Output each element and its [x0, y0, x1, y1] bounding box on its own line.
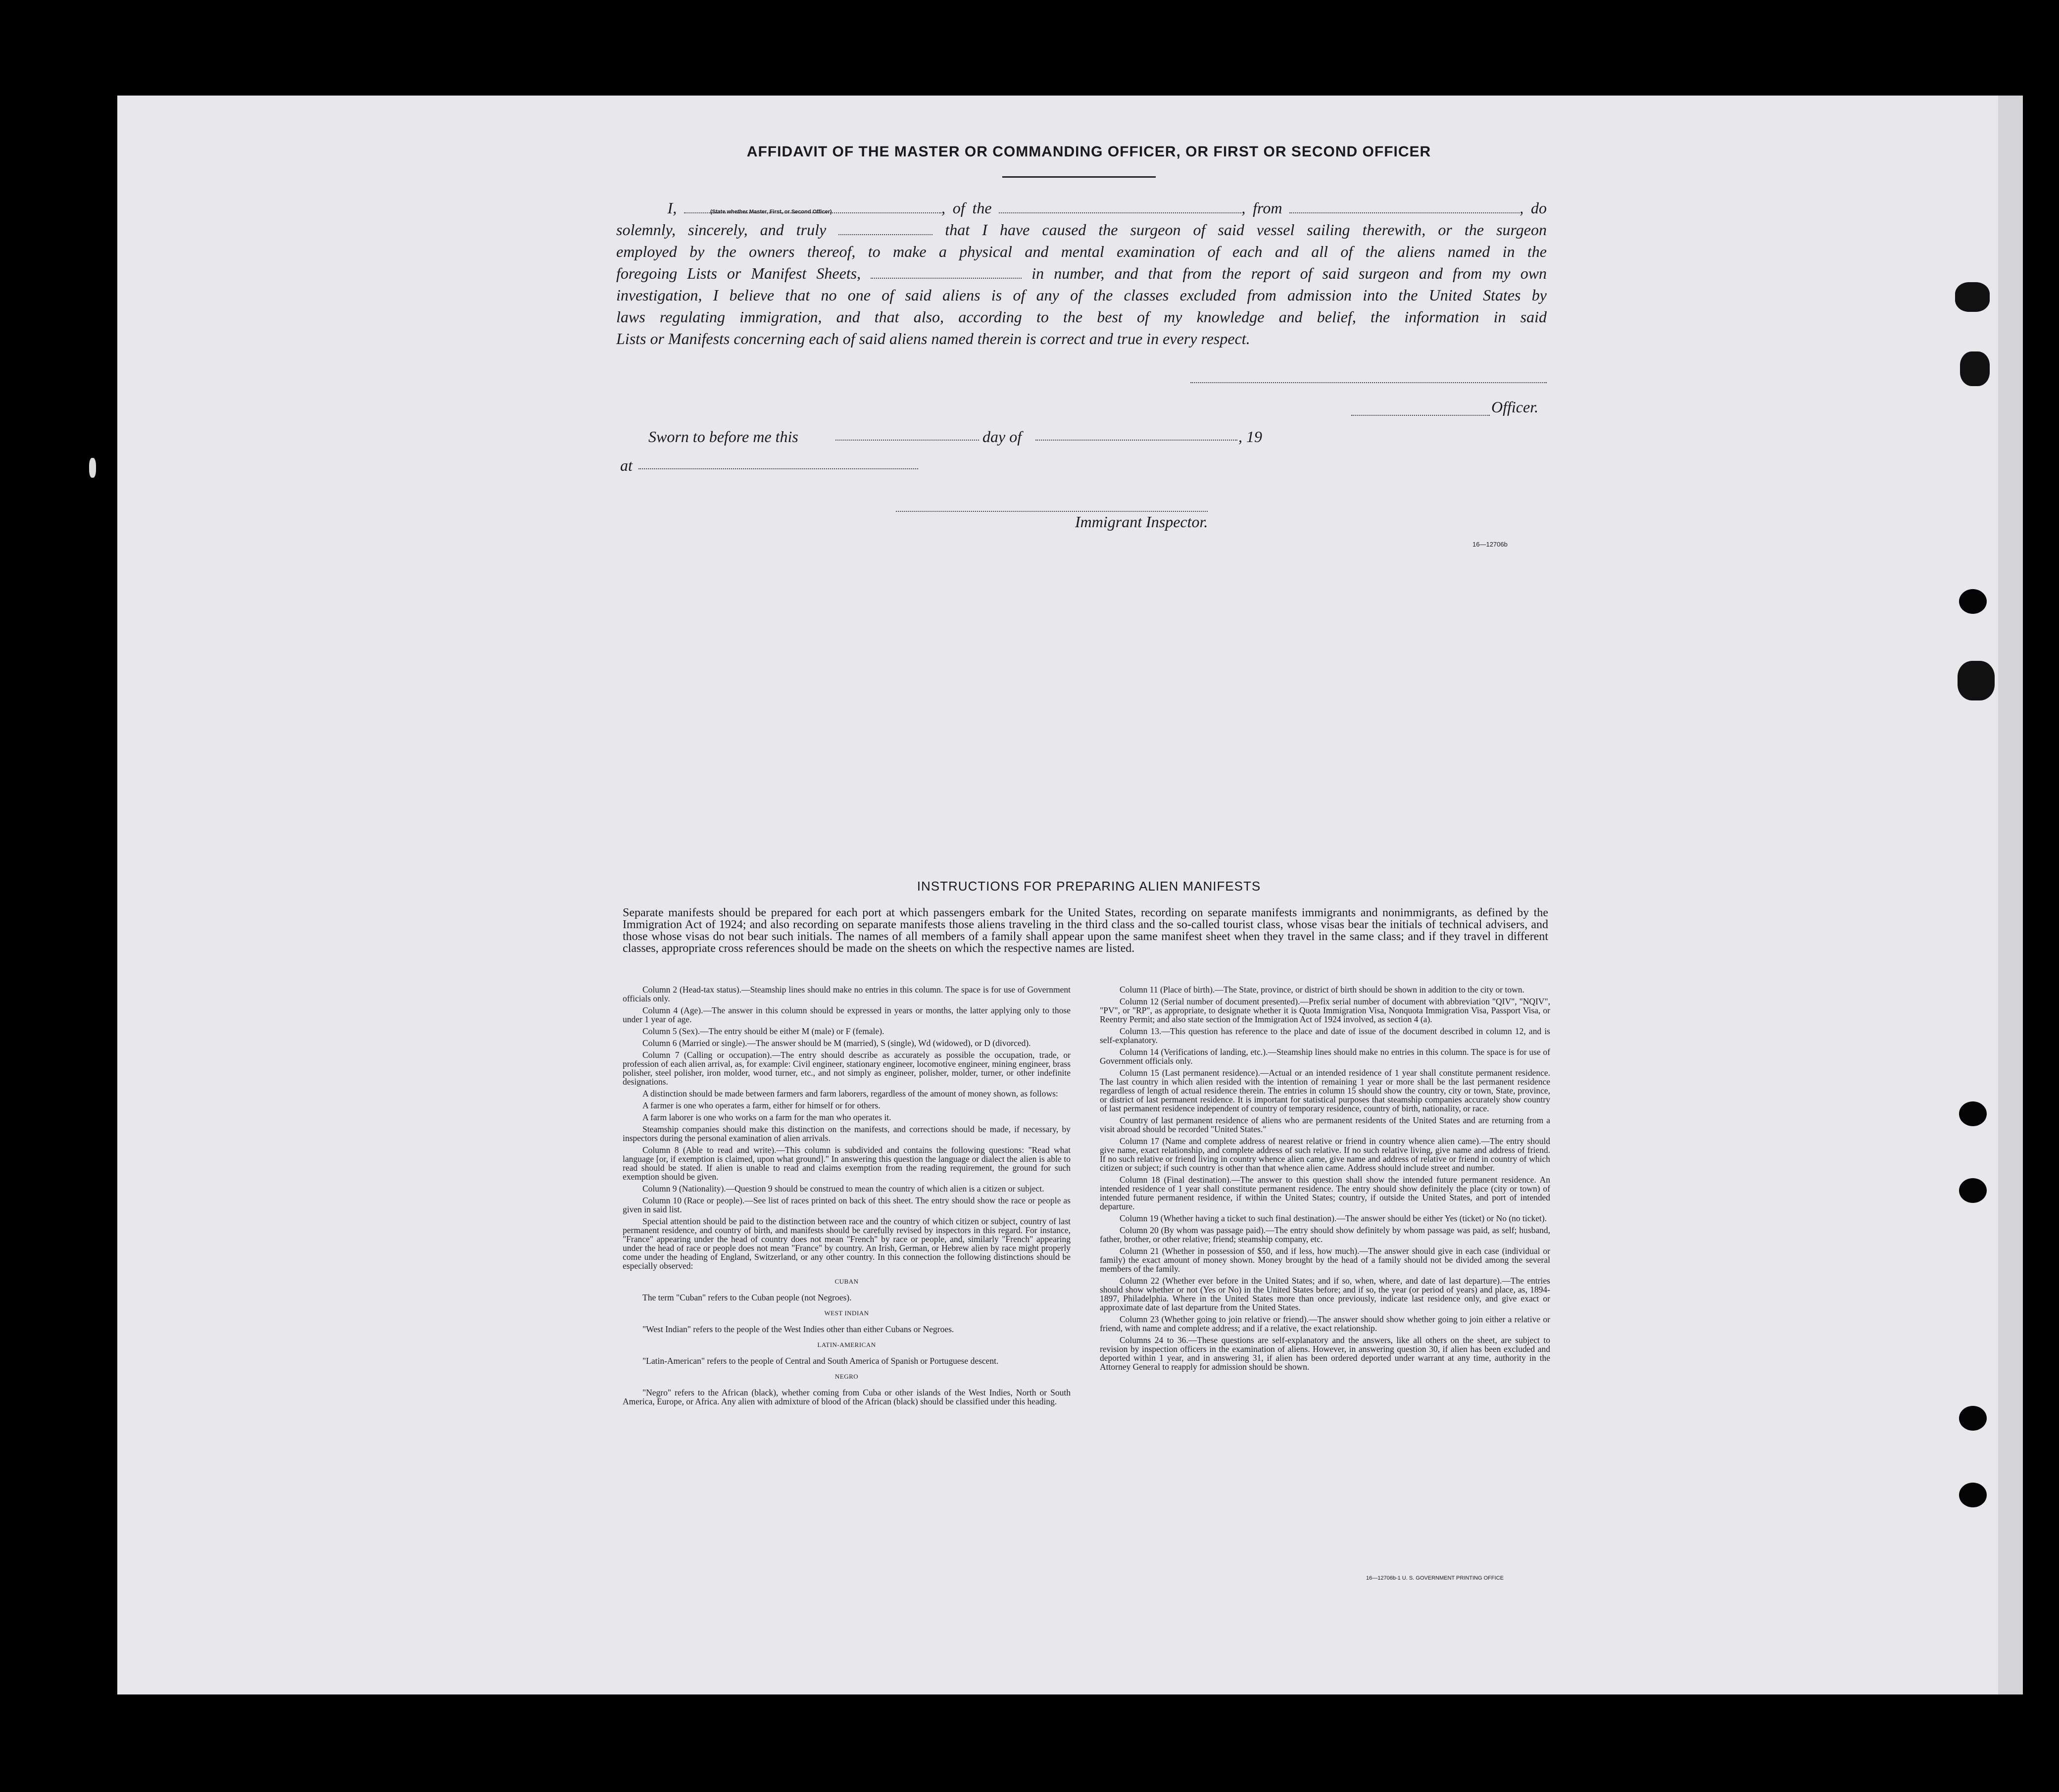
instructions-title: INSTRUCTIONS FOR PREPARING ALIEN MANIFESTS — [917, 879, 1261, 894]
binder-hole — [1959, 1101, 1987, 1126]
affidavit-line-1 — [616, 197, 1547, 219]
instruction-paragraph: Column 14 (Verifications of landing, etc.).—Steamship lines should make no entries in this column. The space is for use of Government officials only. — [1100, 1047, 1550, 1066]
officer-rank-hint: (State whether Master, First, or Second Officer) — [710, 209, 832, 215]
instruction-paragraph: A distinction should be made between farmers and farm laborers, regardless of the amount of money shown, as follows: — [642, 1089, 1058, 1098]
affidavit-line-4 — [616, 262, 1547, 284]
instruction-paragraph: Column 10 (Race or people).—See list of races printed on back of this sheet. The entry should show the race or people as given in said list. — [623, 1195, 1071, 1214]
printer-footer: 16—12706b-1 U. S. GOVERNMENT PRINTING OFFICE — [1366, 1575, 1504, 1581]
oath-field[interactable] — [838, 225, 932, 235]
instruction-paragraph: Column 9 (Nationality).—Question 9 should be construed to mean the country of which alien is a citizen or subject. — [642, 1184, 1044, 1194]
instructions-column-left — [623, 985, 1071, 1409]
instruction-paragraph: Column 15 (Last permanent residence).—Actual or an intended residence of 1 year shall constitute permanent residence. The last country in which alien resided with the intention of remaining 1 year or more shall be the last permanent residence regardless of length of actual residence therein. The entries in column 15 should show the country, city or town, State, province, or district of last permanent residence. It is important for statistical purposes that steamship companies accurately show country of last permanent residence independent of country of temporary residence, country of birth, nationality, or race. — [1100, 1068, 1550, 1113]
race-heading: CUBAN — [834, 1278, 859, 1285]
torn-edge — [1960, 351, 1990, 386]
title-rule — [1002, 176, 1156, 178]
affidavit-text: foregoing Lists or Manifest Sheets, — [616, 264, 861, 282]
instruction-paragraph: Steamship companies should make this distinction on the manifests, and corrections should be made, if necessary, by inspectors during the personal examination of alien arrivals. — [623, 1124, 1071, 1143]
scan-mark — [89, 458, 96, 478]
instructions-column-right — [1100, 985, 1550, 1374]
instruction-paragraph: Special attention should be paid to the distinction between race and the country of which citizen or subject, country of last permanent residence, and country of birth, and manifests should be carefully revised by inspectors in this regard. For instance, "France" appearing under the head of country does not mean "French" by race or people, and, similarly "French" appearing under the head of race or people does not mean "France" by country. An Irish, German, or Hebrew alien by race might properly come under the heading of England, Switzerland, or any other country. In this connection the following distinctions should be especially observed: — [623, 1216, 1071, 1271]
affidavit-text: , from — [1241, 199, 1282, 217]
inspector-signature-line[interactable] — [896, 511, 1208, 512]
instruction-paragraph: A farm laborer is one who works on a farm for the man who operates it. — [642, 1112, 891, 1122]
affidavit-line-3: employed by the owners thereof, to make a physical and mental examination of each and all of the aliens named in the — [616, 243, 1547, 260]
race-definition: "West Indian" refers to the people of the West Indies other than either Cubans or Negroes. — [642, 1324, 954, 1334]
race-heading: WEST INDIAN — [824, 1309, 869, 1317]
instruction-paragraph: Column 8 (Able to read and write).—This column is subdivided and contains the following questions: "Read what language [or, if exemption is claimed, upon what ground]." In answering this question the language or dialect the alien is able to read should be stated. If alien is unable to read and claims exemption from the reading requirement, the ground for such exemption should be given. — [623, 1145, 1071, 1182]
instruction-paragraph: Country of last permanent residence of aliens who are permanent residents of the United States and are returning from a visit abroad should be recorded "United States." — [1100, 1115, 1550, 1134]
instruction-paragraph: Column 22 (Whether ever before in the United States; and if so, when, where, and date of last departure).—The entries should show whether or not (Yes or No) in the United States before; and if so, the year (or period of years) and place, as, 1894-1897, Philadelphia. Where in the United States more than once previously, indicate last residence only, and give exact or approximate date of last departure from the United States. — [1100, 1276, 1550, 1312]
instruction-paragraph: Column 6 (Married or single).—The answer should be M (married), S (single), Wd (widowed), or D (divorced). — [642, 1038, 1031, 1048]
day-of-label: day of — [982, 428, 1022, 446]
instruction-paragraph: Column 5 (Sex).—The entry should be either M (male) or F (female). — [642, 1026, 884, 1036]
binder-hole — [1959, 1178, 1987, 1203]
sworn-place-field[interactable] — [638, 468, 918, 469]
port-field[interactable] — [1289, 203, 1520, 213]
inspector-label: Immigrant Inspector. — [1075, 513, 1208, 531]
vessel-name-field[interactable] — [999, 203, 1241, 213]
instruction-paragraph: Column 18 (Final destination).—The answer to this question shall show the intended future permanent residence. An intended residence of 1 year shall constitute permanent residence. The entry should show definitely the place (city or town) of intended future permanent residence, if within the United States; country, if outside the United States, and port of intended departure. — [1100, 1175, 1550, 1211]
at-label: at — [620, 456, 633, 474]
instruction-paragraph: Column 13.—This question has reference to the place and date of issue of the document described in column 12, and is self-explanatory. — [1100, 1026, 1550, 1045]
instruction-paragraph: Column 23 (Whether going to join relative or friend).—The answer should show whether going to join either a relative or friend, with name and complete address; and if a relative, the exact relationship. — [1100, 1314, 1550, 1333]
binder-hole — [1959, 589, 1987, 614]
affidavit-text: I, — [667, 199, 677, 217]
instructions-intro: Separate manifests should be prepared for each port at which passengers embark for the United States, recording on separate manifests immigrants and nonimmigrants, as defined by the Immigration Act of 1924; and also recording on separate manifests those aliens traveling in the third class and the so-called tourist class, whose visas bear the initials of technical advisers, and those whose visas do not bear such initials. The names of all members of a family shall appear upon the same manifest sheet when they travel in the same class; and if they travel in different classes, appropriate cross references should be made on the sheets on which the respective names are listed. — [623, 906, 1548, 955]
sworn-day-field[interactable] — [835, 440, 979, 441]
sheet-count-field[interactable] — [871, 269, 1022, 279]
instruction-paragraph: Column 4 (Age).—The answer in this column should be expressed in years or months, the latter applying only to those under 1 year of age. — [623, 1005, 1071, 1024]
affidavit-title: AFFIDAVIT OF THE MASTER OR COMMANDING OFFICER, OR FIRST OR SECOND OFFICER — [746, 144, 1431, 160]
page-edge — [1998, 96, 2023, 1694]
form-number: 16—12706b — [1472, 541, 1508, 548]
instruction-paragraph: Column 20 (By whom was passage paid).—The entry should show definitely by whom passage was paid, as self; husband, father, brother, or other relative; friend; steamship company, etc. — [1100, 1225, 1550, 1244]
binder-hole — [1959, 1406, 1987, 1431]
signature-line[interactable] — [1190, 382, 1547, 383]
affidavit-text: , of the — [941, 199, 992, 217]
year-label: , 19 — [1238, 428, 1262, 446]
affidavit-text: in number, and that from the report of said surgeon and from my own — [1031, 264, 1547, 282]
sworn-label: Sworn to before me this — [648, 428, 798, 446]
affidavit-line-2 — [616, 219, 1547, 241]
instruction-paragraph: Columns 24 to 36.—These questions are self-explanatory and the answers, like all others on the sheet, are subject to revision by inspection officers in the examination of aliens. However, in answering question 30, if alien has been excluded and deported within 1 year, and in answering 31, if alien has been ordered deported under warrant at any time, authority in the Attorney General to reapply for admission should be shown. — [1100, 1335, 1550, 1372]
affidavit-line-5: investigation, I believe that no one of said aliens is of any of the classes excluded from admission into the United States by — [616, 286, 1547, 304]
instruction-paragraph: Column 17 (Name and complete address of nearest relative or friend in country whence alien came).—The entry should give name, exact relationship, and complete address of such relative. If no such relative living, give name and address of friend. If no such relative or friend living in country whence alien came, give name and address of relative or friend in country of which citizen or subject; if such country is other than that whence alien came. Address should include street and number. — [1100, 1136, 1550, 1173]
instruction-paragraph: Column 21 (Whether in possession of $50, and if less, how much).—The answer should give in each case (individual or family) the exact amount of money shown. Money brought by the head of a family should not be divided among the several members of the family. — [1100, 1246, 1550, 1274]
race-heading: NEGRO — [834, 1373, 859, 1380]
instruction-paragraph: Column 2 (Head-tax status).—Steamship lines should make no entries in this column. The space is for use of Government officials only. — [623, 985, 1071, 1003]
instruction-paragraph: Column 7 (Calling or occupation).—The entry should describe as accurately as possible the occupation, trade, or profession of each alien arrival, as, for example: Civil engineer, stationary engineer, locomotive engineer, mining engineer, brass polisher, steel polisher, iron molder, wood turner, etc., and not simply as engineer, polisher, molder, turner, or other indefinite designations. — [623, 1050, 1071, 1087]
affidavit-text: solemnly, sincerely, and truly — [616, 221, 827, 239]
torn-edge — [1955, 282, 1990, 312]
officer-label: Officer. — [1491, 398, 1539, 416]
race-definition: "Latin-American" refers to the people of Central and South America of Spanish or Portuguese descent. — [642, 1356, 999, 1366]
binder-hole — [1959, 1483, 1987, 1507]
torn-edge — [1958, 661, 1995, 700]
officer-rank-line[interactable] — [1351, 415, 1490, 416]
affidavit-line-6: laws regulating immigration, and that also, according to the best of my knowledge and belief, the information in said — [616, 308, 1547, 326]
race-definition: "Negro" refers to the African (black), whether coming from Cuba or other islands of the West Indies, North or South America, Europe, or Africa. Any alien with admixture of blood of the African (black) should be classified under this heading. — [623, 1388, 1071, 1406]
race-definition: The term "Cuban" refers to the Cuban people (not Negroes). — [642, 1293, 852, 1302]
instruction-paragraph: A farmer is one who operates a farm, either for himself or for others. — [642, 1100, 881, 1110]
affidavit-text: , do — [1520, 199, 1547, 217]
instruction-paragraph: Column 11 (Place of birth).—The State, province, or district of birth should be shown in addition to the city or town. — [1120, 985, 1524, 995]
race-heading: LATIN-AMERICAN — [817, 1341, 876, 1348]
sworn-month-field[interactable] — [1035, 440, 1237, 441]
instruction-paragraph: Column 19 (Whether having a ticket to such final destination).—The answer should be either Yes (ticket) or No (no ticket). — [1120, 1213, 1547, 1223]
affidavit-line-7: Lists or Manifests concerning each of said aliens named therein is correct and true in every respect. — [616, 330, 1250, 348]
affidavit-text: that I have caused the surgeon of said vessel sailing therewith, or the surgeon — [945, 221, 1547, 239]
instruction-paragraph: Column 12 (Serial number of document presented).—Prefix serial number of document with abbreviation "QIV", "NQIV", "PV", or "RP", as appropriate, to designate whether it is Quota Immigration Visa, Nonquota Immigration Visa, Passport Visa, or Reentry Permit; and also state section of the Immigration Act of 1924 involved, as section 4 (a). — [1100, 996, 1550, 1024]
